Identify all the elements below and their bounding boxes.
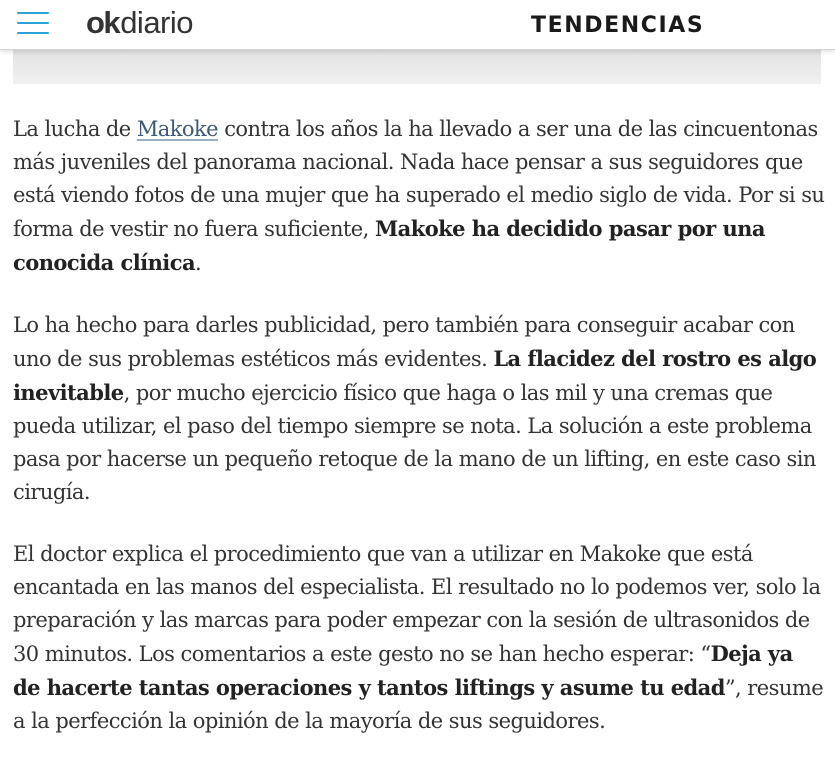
p1-text-2: contra los años la ha llevado a ser una de las cincuentonas más juveniles del panorama nacional. Nada hace pensar a sus seguidores que está viendo fotos de una mujer que ha superado el medio siglo de vida. Por si su forma de vestir no fuera suficiente, xyxy=(13,117,825,241)
top-header xyxy=(0,0,835,50)
article-body xyxy=(13,113,825,767)
p3-bold-quote: Deja ya de hacerte tantas operaciones y tantos liftings y asume tu edad xyxy=(13,641,793,700)
p1-text-3: . xyxy=(195,251,202,275)
logo-diario: diario xyxy=(120,5,194,40)
section-title[interactable]: TENDENCIAS xyxy=(531,13,705,38)
p2-bold: La flacidez del rostro es algo inevitable xyxy=(13,346,817,405)
menu-bar-top xyxy=(17,12,49,14)
p1-text-1: La lucha de xyxy=(13,117,137,141)
p3-text-1: El doctor explica el procedimiento que van a utilizar en Makoke que está encantada en las manos del especialista. El resultado no lo podemos ver, solo la preparación y las marcas para poder empezar con la sesión de ultrasonidos de 30 minutos. Los comentarios a este gesto no se han hecho esperar: “ xyxy=(13,542,821,666)
image-placeholder-bottom xyxy=(13,50,821,84)
makoke-link[interactable]: Makoke xyxy=(136,117,219,141)
hamburger-menu-icon[interactable] xyxy=(17,12,49,34)
okdiario-logo[interactable] xyxy=(86,3,193,43)
p3-text-2: ”, resume a la perfección la opinión de la mayoría de sus seguidores. xyxy=(13,676,824,733)
logo-ok: ok xyxy=(86,5,120,40)
p1-bold: Makoke ha decidido pasar por una conocida clínica xyxy=(13,216,765,275)
paragraph-2 xyxy=(13,309,825,509)
paragraph-1 xyxy=(13,113,825,280)
p2-text-2: , por mucho ejercicio físico que haga o las mil y una cremas que pueda utilizar, el paso del tiempo siempre se nota. La solución a este problema pasa por hacerse un pequeño retoque de la mano de un lifting, en este caso sin cirugía. xyxy=(13,381,816,504)
menu-bar-bottom xyxy=(17,32,49,34)
menu-bar-middle xyxy=(17,22,49,24)
paragraph-3 xyxy=(13,538,825,738)
p2-text-1: Lo ha hecho para darles publicidad, pero también para conseguir acabar con uno de sus problemas estéticos más evidentes. xyxy=(13,313,795,371)
